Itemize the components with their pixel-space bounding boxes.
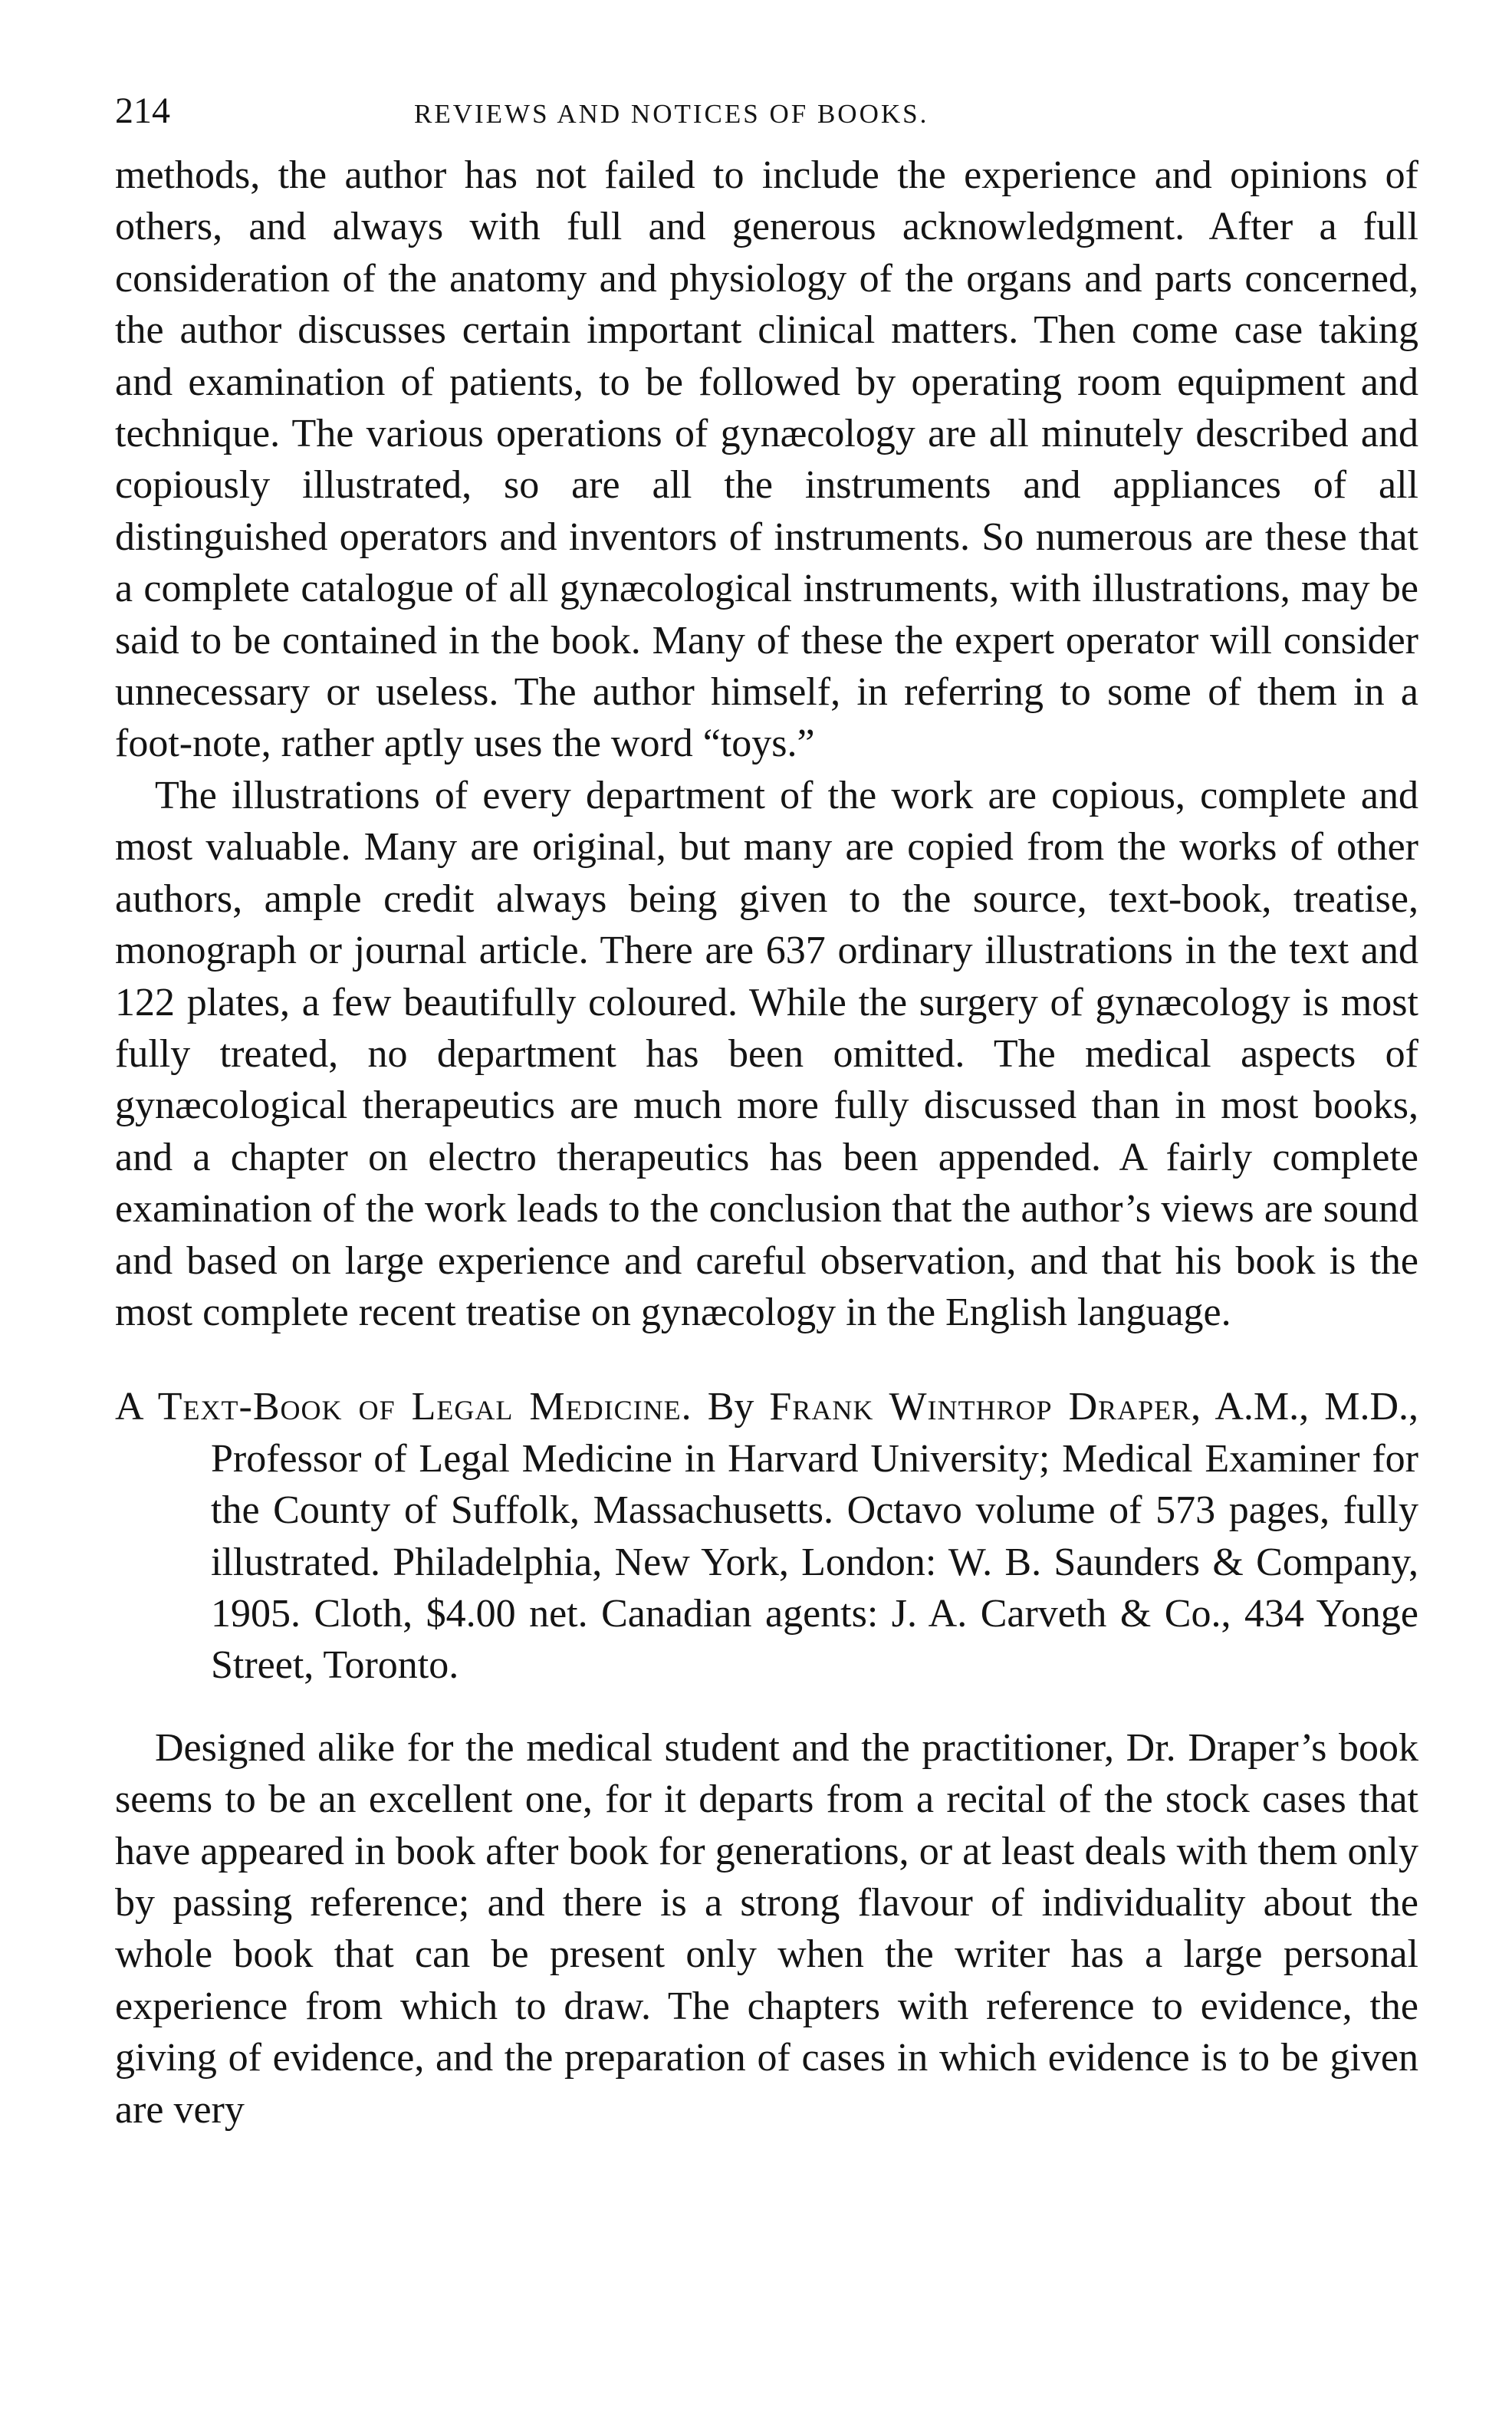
book-notice-by: By [707,1385,754,1429]
review-paragraph-illustrations: The illustrations of every department of the work are copious, complete and most valuable. Many are original, but many are copied from the works of other authors, ample credit always being given to the source, text-book, treatise, monograph or journal article. There are 637 ordinary illustrations in the text and 122 plates, a few beautifully coloured. While the surgery of gynæcology is most fully treated, no department has been omitted. The medical aspects of gynæcological therapeutics are much more fully discussed than in most books, and a chapter on electro therapeutics has been appended. A fairly complete examination of the work leads to the conclusion that the author’s views are sound and based on large experience and careful observation, and that his book is the most complete recent treatise on gynæcology in the English language. [115,773,1418,1334]
review-paragraph-continued: methods, the author has not failed to include the experience and opinions of others, and always with full and generous acknowledgment. After a full consideration of the anatomy and physiology of the organs and parts concerned, the author discusses certain important clinical matters. Then come case taking and examination of patients, to be followed by operating room equipment and technique. The various operations of gynæcology are all minutely described and copiously illustrated, so are all the instruments and appliances of all distinguished operators and inventors of instruments. So numerous are these that a complete catalogue of all gynæcological instruments, with illustrations, may be said to be contained in the book. Many of these the expert operator will consider unnecessary or useless. The author himself, in referring to some of them in a foot-note, rather aptly uses the word “toys.” [115,153,1418,766]
book-notice-author: Frank Winthrop Draper, [769,1385,1202,1429]
running-head [115,84,1418,138]
book-notice-details: A.M., M.D., Professor of Legal Medicine in Harvard University; Medical Examiner for the County of Suffolk, Massachusetts. Octavo volume of 573 pages, fully illustrated. Philadelphia, New York, London: W. B. Saunders & Company, 1905. Cloth, $4.00 net. Canadian agents: J. A. Carveth & Co., 434 Yonge Street, Toronto. [211,1385,1418,1688]
page-number: 214 [115,90,170,131]
review-paragraph-draper: Designed alike for the medical student and the practitioner, Dr. Draper’s book seems to be an excellent one, for it departs from a recital of the stock cases that have appeared in book after book for generations, or at least deals with them only by passing reference; and there is a strong flavour of individuality about the whole book that can be present only when the writer has a large personal experience from which to draw. The chapters with reference to evidence, the giving of evidence, and the preparation of cases in which evidence is to be given are very [115,1725,1418,2132]
book-notice-title: A Text-Book of Legal Medicine. [115,1385,692,1429]
running-title: REVIEWS AND NOTICES OF BOOKS. [414,99,929,129]
book-page [115,84,1418,2136]
book-notice-entry [115,1381,1418,1691]
